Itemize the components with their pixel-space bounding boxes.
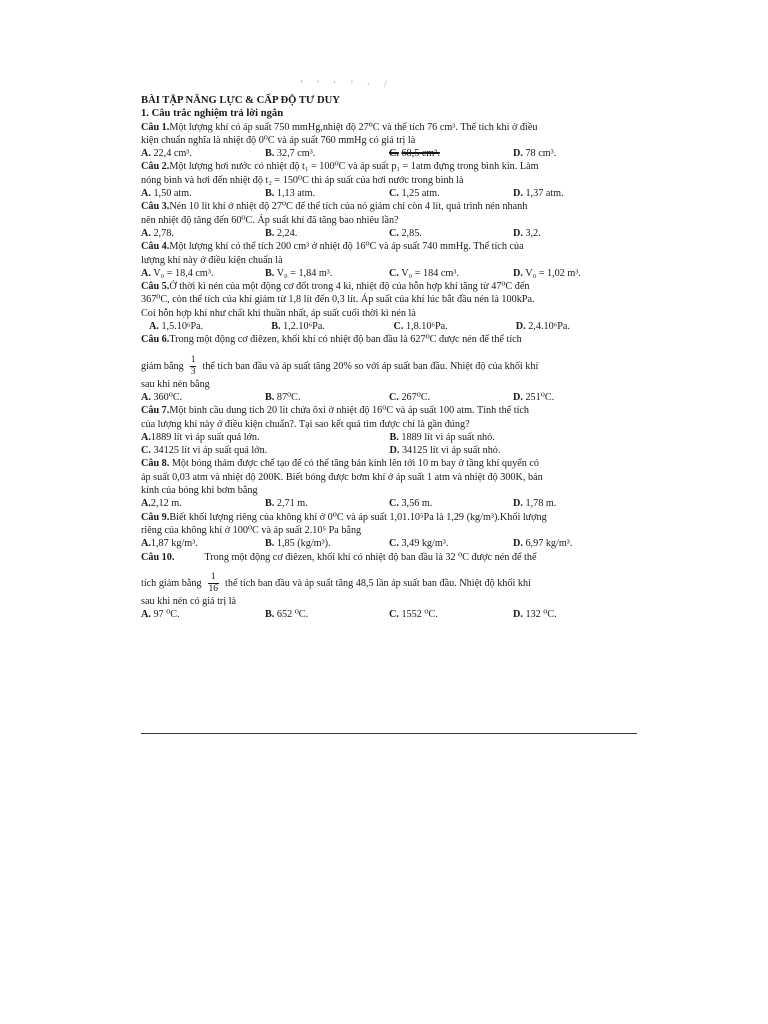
bottom-divider bbox=[141, 733, 637, 734]
option-a: A. 97 ⁰C. bbox=[141, 609, 180, 621]
answer-options bbox=[141, 537, 638, 550]
option-a: A. V₀ = 18,4 cm³. bbox=[141, 267, 214, 279]
option-b: B. 652 ⁰C. bbox=[265, 609, 309, 621]
question-text-with-fraction: tích giảm bằng $\frac{1}{16}$ thể tích ban đầu và áp suất tăng 48,5 lần áp suất ban đầu. Nhiệt độ khối khí bbox=[141, 571, 531, 594]
option-c: C. 267⁰C. bbox=[389, 391, 431, 403]
option-c: C. 1,25 atm. bbox=[389, 188, 440, 200]
answer-options bbox=[141, 187, 638, 200]
option-b: B. 2,71 m. bbox=[265, 498, 308, 510]
option-d: D. 2,4.10⁶Pa. bbox=[515, 321, 570, 333]
option-a: A. 1,5.10⁶Pa. bbox=[149, 321, 204, 333]
option-a: A. 22,4 cm³. bbox=[141, 148, 192, 160]
option-a: A. 360⁰C. bbox=[141, 391, 183, 403]
option-b: B. 1,13 atm. bbox=[265, 188, 316, 200]
option-c: C. 1,8.10⁶Pa. bbox=[393, 321, 448, 333]
question-text: riêng của không khí ở 100⁰C và áp suất 2.10⁵ Pa bằng bbox=[141, 524, 362, 536]
answer-options bbox=[141, 431, 638, 444]
question-1 bbox=[141, 121, 638, 134]
question-text: Coi hỗn hợp khí như chất khí thuần nhất, áp suất cuối thời kì nén là bbox=[141, 307, 416, 319]
option-a: A.2,12 m. bbox=[141, 498, 182, 510]
question-text-with-fraction: giảm bằng $\frac{1}{3}$ thể tích ban đầu và áp suất tăng 20% so với áp suất ban đầu. Nhiệt độ của khối khí bbox=[141, 354, 539, 377]
option-c: C. 68,5 cm³. bbox=[389, 148, 440, 160]
question-text: lượng khí này ở điều kiện chuẩn là bbox=[141, 254, 283, 266]
question-text: nên nhiệt độ tăng đến 60⁰C. Áp suất khí đã tăng bao nhiêu lần? bbox=[141, 214, 399, 226]
question-text: kiện chuẩn nghĩa là nhiệt độ 0⁰C và áp suất 760 mmHg có giá trị là bbox=[141, 134, 416, 146]
option-d: D. 34125 lít vì áp suất nhỏ. bbox=[389, 445, 501, 457]
question-label: Câu 1. bbox=[141, 121, 170, 133]
question-text: sau khi nén bằng bbox=[141, 378, 210, 390]
option-c: C. 34125 lít vì áp suất quá lớn. bbox=[141, 445, 268, 457]
question-text: 367⁰C, còn thể tích của khí giảm từ 1,8 lít đến 0,3 lít. Áp suất của khí lúc bắt đầu nén là 100kPa. bbox=[141, 294, 535, 306]
question-text: sau khi nén có giá trị là bbox=[141, 595, 237, 607]
option-d: D. 251⁰C. bbox=[513, 391, 555, 403]
section-heading: 1. Câu trắc nghiệm trả lời ngắn bbox=[141, 108, 284, 120]
answer-options bbox=[141, 147, 638, 160]
option-d: D. 1,78 m. bbox=[513, 498, 557, 510]
option-c: C. 1552 ⁰C. bbox=[389, 609, 438, 621]
option-b: B. 1,85 (kg/m³). bbox=[265, 538, 331, 550]
option-b: B. 1889 lít vì áp suất nhỏ. bbox=[389, 431, 495, 443]
option-d: D. 6,97 kg/m³. bbox=[513, 538, 573, 550]
option-c: C. V₀ = 184 cm³. bbox=[389, 267, 459, 279]
answer-options bbox=[141, 267, 638, 280]
question-text: của lượng khí này ở điều kiện chuẩn?. Tại sao kết quả tìm được chỉ là gần đúng? bbox=[141, 418, 470, 430]
question-text: kính của bóng khi bơm bằng bbox=[141, 485, 258, 497]
answer-options bbox=[141, 497, 638, 510]
option-c: C. 2,85. bbox=[389, 227, 422, 239]
option-a: A.1,87 kg/m³. bbox=[141, 538, 198, 550]
question-2: Câu 2.Một lượng hơi nước có nhiệt độ t₁ = 100⁰C và áp suất p₁ = 1atm đựng trong bình kín. Làm bbox=[141, 161, 539, 173]
option-a: A. 1,50 atm. bbox=[141, 188, 192, 200]
question-8: Câu 8. Một bóng thám được chế tạo để có thể tăng bán kính lên tới 10 m bay ở tầng khí quyển có bbox=[141, 458, 539, 470]
question-text: nóng bình và hơi đến nhiệt độ t₂ = 150⁰C thì áp suất của hơi nước trong bình là bbox=[141, 174, 464, 186]
document-title: BÀI TẬP NĂNG LỰC & CẤP ĐỘ TƯ DUY bbox=[141, 95, 340, 106]
answer-options bbox=[141, 608, 638, 621]
option-c: C. 3,49 kg/m³. bbox=[389, 538, 449, 550]
option-d: D. 3,2. bbox=[513, 227, 541, 239]
document-body bbox=[141, 94, 638, 621]
question-6: Câu 6.Trong một động cơ điêzen, khối khí có nhiệt độ ban đầu là 627⁰C được nén để thể tích bbox=[141, 334, 522, 346]
answer-options bbox=[141, 227, 638, 240]
option-b: B. 2,24. bbox=[265, 227, 298, 239]
fraction: $\frac{1}{3}$ bbox=[190, 354, 196, 377]
question-4: Câu 4.Một lượng khí có thể tích 200 cm³ ở nhiệt độ 16⁰C và áp suất 740 mmHg. Thể tích của bbox=[141, 241, 524, 253]
question-5: Câu 5.Ở thời kì nén của một động cơ đốt trong 4 kì, nhiệt độ của hỗn hợp khí tăng từ 47⁰C đến bbox=[141, 281, 530, 293]
option-d: D. 132 ⁰C. bbox=[513, 609, 557, 621]
faint-header-marks: ’ ’ ‘ ’ · / bbox=[300, 79, 393, 89]
question-text: Một lượng khí có áp suất 750 mmHg,nhiệt độ 27⁰C và thể tích 76 cm³. Thể tích khí ở điều bbox=[169, 121, 538, 133]
option-d: D. 78 cm³. bbox=[513, 148, 557, 160]
option-c: C. 3,56 m. bbox=[389, 498, 433, 510]
option-d: D. V₀ = 1,02 m³. bbox=[513, 267, 581, 279]
option-b: B. 32,7 cm³. bbox=[265, 148, 316, 160]
option-b: B. V₀ = 1,84 m³. bbox=[265, 267, 333, 279]
option-d: D. 1,37 atm. bbox=[513, 188, 564, 200]
answer-options bbox=[141, 444, 638, 457]
question-7: Câu 7.Một bình cầu dung tích 20 lít chứa ôxi ở nhiệt độ 16⁰C và áp suất 100 atm. Tính thể tích bbox=[141, 405, 530, 417]
question-9: Câu 9.Biết khối lượng riêng của không khí ở 0⁰C và áp suất 1,01.10⁵Pa là 1,29 (kg/m³).Khối lượng bbox=[141, 511, 547, 523]
option-a: A.1889 lít vì áp suất quá lớn. bbox=[141, 431, 260, 443]
answer-options bbox=[141, 391, 638, 404]
option-a: A. 2,78. bbox=[141, 227, 174, 239]
answer-options bbox=[141, 320, 638, 333]
question-text: áp suất 0,03 atm và nhiệt độ 200K. Biết bóng được bơm khí ở áp suất 1 atm và nhiệt độ 300K, bán bbox=[141, 471, 543, 483]
fraction: $\frac{1}{16}$ bbox=[208, 571, 219, 594]
option-b: B. 87⁰C. bbox=[265, 391, 301, 403]
question-3: Câu 3.Nén 10 lít khí ở nhiệt độ 27⁰C để thể tích của nó giảm chỉ còn 4 lít, quá trình nén nhanh bbox=[141, 201, 528, 213]
question-10: Câu 10. Trong một động cơ điêzen, khối khí có nhiệt độ ban đầu là 32 ⁰C được nén để thể bbox=[141, 551, 537, 563]
option-b: B. 1,2.10⁶Pa. bbox=[271, 321, 325, 333]
